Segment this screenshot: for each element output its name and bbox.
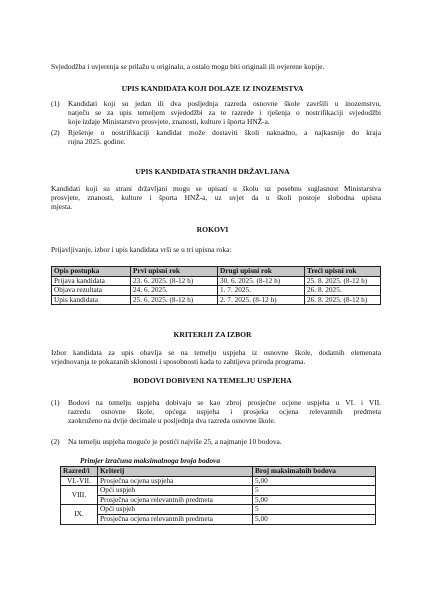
table-cell: 1. 7. 2025. bbox=[218, 286, 305, 296]
foreign-item-2 bbox=[68, 128, 381, 146]
column-header: Opis postupka bbox=[52, 267, 131, 277]
item-number: (1) bbox=[51, 398, 60, 407]
table-cell: 5 bbox=[253, 505, 376, 515]
table-caption: Primjer izračuna maksimalnoga broja bodova bbox=[80, 456, 221, 465]
text-line: razredu osnovne škole, općega uspjeha i prosjeka ocjena relevantnih predmeta bbox=[68, 407, 381, 416]
table-row bbox=[52, 295, 381, 305]
table-cell: 5 bbox=[253, 486, 376, 496]
table-cell: VI.-VII. bbox=[61, 476, 98, 486]
section-title-foreign: UPIS KANDIDATA KOJI DOLAZE IZ INOZEMSTVA bbox=[121, 84, 304, 93]
table-cell: Opći uspjeh bbox=[98, 486, 253, 496]
table-cell: Prosječna ocjena uspjeha bbox=[98, 476, 253, 486]
text-line: mjesta. bbox=[51, 202, 73, 211]
table-cell: 24. 6. 2025. bbox=[131, 286, 218, 296]
column-header: Prvi upisni rok bbox=[131, 267, 218, 277]
table-cell: IX. bbox=[61, 505, 98, 524]
table-header-row bbox=[52, 267, 381, 277]
table-cell: Objava rezultata bbox=[52, 286, 131, 296]
section-title-criteria: KRITERIJI ZA IZBOR bbox=[173, 330, 252, 339]
column-header: Treći upisni rok bbox=[305, 267, 381, 277]
table-cell: 2. 7. 2025. (8-12 h) bbox=[218, 295, 305, 305]
table-cell: VIII. bbox=[61, 486, 98, 505]
table-cell: Prosječna ocjena relevantnih predmeta bbox=[98, 495, 253, 505]
table-cell: Opći uspjeh bbox=[98, 505, 253, 515]
table-header-row bbox=[61, 467, 376, 477]
table-row bbox=[61, 486, 376, 496]
deadlines-table bbox=[51, 266, 381, 305]
table-cell: Prijava kandidata bbox=[52, 276, 131, 286]
section-title-points: BODOVI DOBIVENI NA TEMELJU USPJEHA bbox=[133, 376, 292, 385]
item-number: (1) bbox=[51, 99, 60, 108]
points-table bbox=[60, 466, 376, 525]
table-cell: 26. 8. 2025. bbox=[305, 286, 381, 296]
table-cell: Upis kandidata bbox=[52, 295, 131, 305]
text-line: Bodovi na temelju uspjeha dobivaju se kao zbroj prosječne ocjene uspjeha u VI. i VII. bbox=[68, 398, 381, 407]
table-row bbox=[52, 286, 381, 296]
table-cell: Prosječna ocjena relevantnih predmeta bbox=[98, 514, 253, 524]
table-cell: 23. 6. 2025. (8-12 h) bbox=[131, 276, 218, 286]
section-title-foreign-citizens: UPIS KANDIDATA STRANIH DRŽAVLJANA bbox=[135, 167, 290, 176]
table-cell: 25. 6. 2025. (8-12 h) bbox=[131, 295, 218, 305]
table-cell: 5,00 bbox=[253, 476, 376, 486]
column-header: Broj maksimalnih bodova bbox=[253, 467, 376, 477]
text-line: natječu se za upis temeljem svjedodžbi za te razrede i rješenja o nostrifikaciji svjedodžbi bbox=[68, 108, 381, 117]
intro-paragraph: Svjedodžba i uvjerenja se prilažu u originalu, a ostalo mogu biti originali ili ovjerene kopije. bbox=[51, 62, 325, 71]
text-line: Izbor kandidata za upis obavlja se na temelju uspjeha iz osnovne škole, dodatnih elemenata bbox=[51, 348, 381, 357]
points-item-2: Na temelju uspjeha moguće je postići najviše 25, a najmanje 10 bodova. bbox=[68, 437, 282, 446]
text-line: zaokruženo na dvije decimale u posljednja dva razreda osnovne škole. bbox=[68, 416, 276, 425]
deadlines-lead: Prijavljivanje, izbor i upis kandidata vrši se u tri upisna roka: bbox=[51, 245, 232, 254]
text-line: Rješenje o nostrifikaciji kandidat može dostaviti školi naknadno, a najkasnije do kraja bbox=[68, 128, 381, 137]
column-header: Drugi upisni rok bbox=[218, 267, 305, 277]
points-item-1 bbox=[68, 398, 381, 425]
item-number: (2) bbox=[51, 128, 60, 137]
table-cell: 5,00 bbox=[253, 514, 376, 524]
criteria-paragraph bbox=[51, 348, 381, 366]
table-cell: 30. 6. 2025. (8-12 h) bbox=[218, 276, 305, 286]
text-line: vrjednovanja te pokazanih sklonosti i sposobnosti kada to zahtijeva priroda programa. bbox=[51, 357, 306, 366]
text-line: koje izdaje Ministarstvo prosvjete, znanosti, kulture i športa HNŽ-a. bbox=[68, 117, 270, 126]
item-number: (2) bbox=[51, 437, 60, 446]
table-cell: 26. 8. 2025. (8-12 h) bbox=[305, 295, 381, 305]
table-row bbox=[61, 514, 376, 524]
text-line: rujna 2025. godine. bbox=[68, 137, 126, 146]
section-title-deadlines: ROKOVI bbox=[196, 225, 229, 234]
text-line: Kandidati koji su jedan ili dva posljednja razreda osnovne škole završili u inozemstvu, bbox=[68, 99, 381, 108]
table-cell: 5,00 bbox=[253, 495, 376, 505]
text-line: Kandidati koji su strani državljani mogu se upisati u školu uz posebnu suglasnost Ministarstva bbox=[51, 184, 381, 193]
column-header: Razred/i bbox=[61, 467, 98, 477]
table-cell: 25. 8. 2025. (8-12 h) bbox=[305, 276, 381, 286]
foreign-item-1 bbox=[68, 99, 381, 126]
citizens-paragraph bbox=[51, 184, 381, 211]
text-line: prosvjete, znanosti, kulture i športa HNŽ-a, uz uvjet da u školi postoje slobodna upisna bbox=[51, 193, 381, 202]
column-header: Kriterij bbox=[98, 467, 253, 477]
